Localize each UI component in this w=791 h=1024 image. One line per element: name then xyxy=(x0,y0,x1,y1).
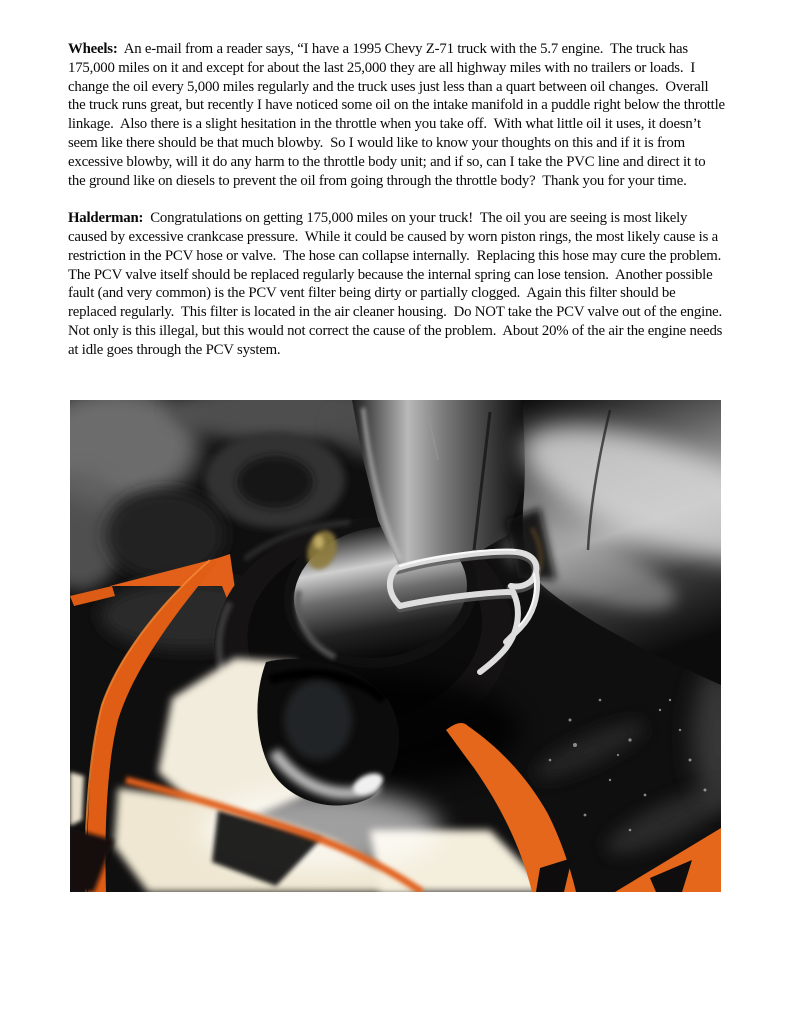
article-text xyxy=(68,40,730,378)
wheels-paragraph xyxy=(68,40,729,190)
wheels-body: An e-mail from a reader says, “I have a 1995 Chevy Z-71 truck with the 5.7 engine. The truck has 175,000 miles on it and except for about the last 25,000 they are all highway miles with no trailers or loads. I change the oil every 5,000 miles regularly and the truck uses just less than a quart between oil changes. Overall the truck runs great, but recently I have noticed some oil on the intake manifold in a puddle right below the throttle linkage. Also there is a slight hesitation in the throttle when you take off. With what little oil it uses, it doesn’t seem like there should be that much blowby. So I would like to know your thoughts on this and if it is from excessive blowby, will it do any harm to the throttle body unit; and if so, can I take the PVC line and direct it to the ground like on diesels to prevent the oil from going through the throttle body? Thank you for your time. xyxy=(68,41,729,189)
pcv-valve-photo xyxy=(70,400,721,892)
halderman-body: Congratulations on getting 175,000 miles on your truck! The oil you are seeing is most likely caused by excessive crankcase pressure. While it could be caused by worn piston rings, the most likely cause is a restriction in the PCV hose or valve. The hose can collapse internally. Replacing this hose may cure the problem. The PCV valve itself should be replaced regularly because the internal spring can lose tension. Another possible fault (and very common) is the PCV vent filter being dirty or partially clogged. Again this filter should be replaced regularly. This filter is located in the air cleaner housing. Do NOT take the PCV valve out of the engine. Not only is this illegal, but this would not correct the cause of the problem. About 20% of the air the engine needs at idle goes through the PCV system. xyxy=(68,210,730,358)
wheels-label: Wheels: xyxy=(68,41,118,57)
halderman-paragraph xyxy=(68,209,730,359)
halderman-label: Halderman: xyxy=(68,210,144,227)
pcv-valve-photo-art xyxy=(70,400,721,892)
